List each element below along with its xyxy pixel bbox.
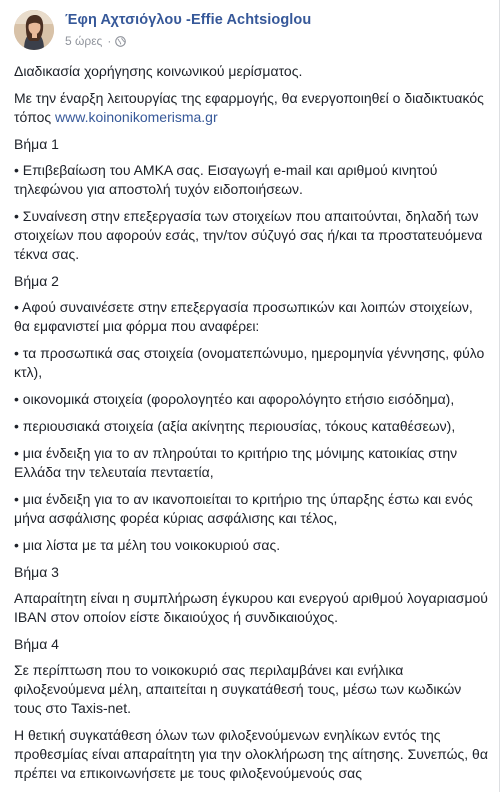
globe-icon[interactable] — [115, 36, 126, 47]
post-paragraph: Η θετική συγκατάθεση όλων των φιλοξενούμενων ενηλίκων εντός της προθεσμίας είναι απαραίτητη για την ολοκλήρωση της αίτησης. Συνεπώς, θα πρέπει να επικοινωνήσετε με τους φιλοξενούμενούς σας — [14, 727, 488, 781]
bullet-item: • περιουσιακά στοιχεία (αξία ακίνητης περιουσίας, τόκους καταθέσεων), — [14, 418, 456, 434]
bullet-item: • οικονομικά στοιχεία (φορολογητέο και αφορολόγητο ετήσιο εισόδημα), — [14, 391, 455, 407]
post-paragraph: Σε περίπτωση που το νοικοκυριό σας περιλαμβάνει και ενήλικα φιλοξενούμενα μέλη, απαιτείται η συγκατάθεσή τους, μέσω των κωδικών τους στο Taxis-net. — [14, 662, 462, 716]
bullet-item: • Αφού συναινέσετε στην επεξεργασία προσωπικών και λοιπών στοιχείων, θα εμφανιστεί μια φόρμα που αναφέρει: — [14, 299, 473, 334]
author-avatar[interactable] — [14, 10, 54, 50]
post-timestamp[interactable]: 5 ώρες — [65, 34, 103, 48]
post-header — [14, 9, 484, 53]
step-heading: Βήμα 3 — [14, 564, 59, 580]
bullet-item: • Επιβεβαίωση του ΑΜΚΑ σας. Εισαγωγή e-mail και αριθμού κινητού τηλεφώνου για αποστολή τυχόν ειδοποιήσεων. — [14, 162, 438, 197]
bullet-item: • μια ένδειξη για το αν ικανοποιείται το κριτήριο της ύπαρξης έστω και ενός μήνα ασφάλισης φορέα κύριας ασφάλισης και τέλος, — [14, 491, 473, 526]
bullet-item: • μια λίστα με τα μέλη του νοικοκυριού σας. — [14, 537, 281, 553]
step-heading: Βήμα 4 — [14, 636, 59, 652]
website-link[interactable]: www.koinonikomerisma.gr — [55, 109, 218, 125]
bullet-item: • τα προσωπικά σας στοιχεία (ονοματεπώνυμο, ημερομηνία γέννησης, φύλο κτλ), — [14, 345, 485, 380]
profile-photo-icon — [14, 10, 54, 50]
post-body — [14, 62, 488, 791]
meta-separator: · — [107, 34, 112, 48]
step-heading: Βήμα 2 — [14, 273, 59, 289]
post-meta — [65, 34, 126, 48]
paragraph-text: Με την έναρξη λειτουργίας της εφαρμογής, θα ενεργοποιηθεί ο διαδικτυακός τόπος — [14, 90, 484, 125]
author-name[interactable]: Έφη Αχτσιόγλου -Effie Achtsioglou — [65, 12, 312, 28]
bullet-item: • μια ένδειξη για το αν πληρούται το κριτήριο της μόνιμης κατοικίας στην Ελλάδα την τελευταία πενταετία, — [14, 445, 458, 480]
post-paragraph: Απαραίτητη είναι η συμπλήρωση έγκυρου και ενεργού αριθμού λογαριασμού IBAN στον οποίον είστε δικαιούχος ή συνδικαιούχος. — [14, 590, 488, 625]
bullet-item: • Συναίνεση στην επεξεργασία των στοιχείων που απαιτούνται, δηλαδή των στοιχείων που αφορούν εσάς, την/τον σύζυγό σας ή/και τα προστατευόμενα τέκνα σας. — [14, 208, 483, 262]
post-paragraph: Διαδικασία χορήγησης κοινωνικού μερίσματος. — [14, 63, 303, 79]
step-heading: Βήμα 1 — [14, 136, 59, 152]
post-paragraph — [14, 89, 488, 127]
